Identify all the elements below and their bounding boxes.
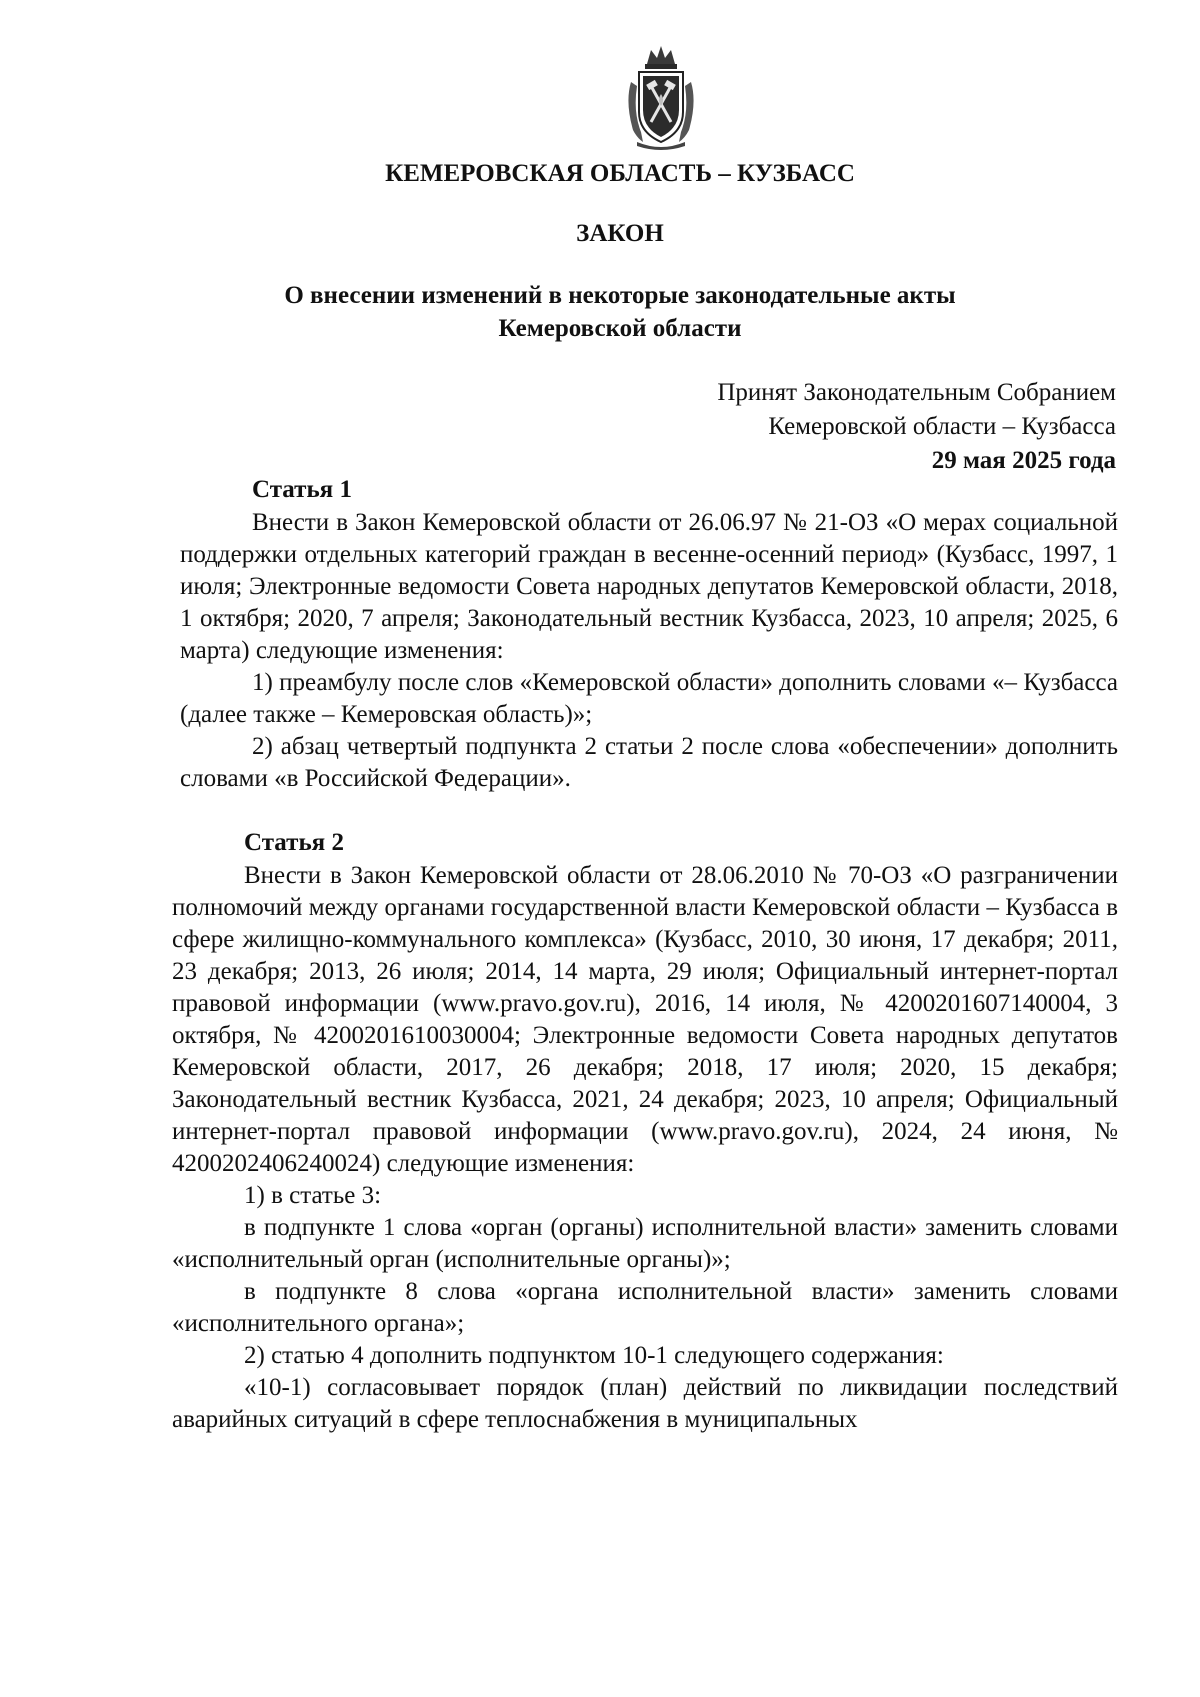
adoption-line-1: Принят Законодательным Собранием [717,379,1116,406]
document-type: ЗАКОН [576,220,664,247]
article-2-item: «10-1) согласовывает порядок (план) действий по ликвидации последствий аварийных ситуаций в сфере теплоснабжения в муниципальных [172,1374,1118,1433]
adoption-block [516,376,1116,478]
adoption-line-2: Кемеровской области – Кузбасса [768,413,1116,440]
article-1-intro: Внести в Закон Кемеровской области от 26.06.97 № 21-ОЗ «О мерах социальной поддержки отдельных категорий граждан в весенне-осенний период» (Кузбасс, 1997, 1 июля; Электронные ведомости Совета народных депутатов Кемеровской области, 2018, 1 октября; 2020, 7 апреля; Законодательный вестник Кузбасса, 2023, 10 апреля; 2025, 6 марта) следующие изменения: [180,509,1118,664]
article-1-heading: Статья 1 [252,476,352,503]
article-2-item: 2) статью 4 дополнить подпунктом 10-1 следующего содержания: [244,1342,944,1369]
document-title-line-2: Кемеровской области [498,315,742,342]
kuzbass-coat-of-arms-icon [621,42,701,152]
article-1 [180,473,1118,795]
article-2-heading: Статья 2 [244,829,344,856]
article-2 [172,826,1118,1436]
article-1-item: 2) абзац четвертый подпункта 2 статьи 2 после слова «обеспечении» дополнить словами «в Российской Федерации». [180,733,1118,792]
adoption-date: 29 мая 2025 года [931,447,1116,474]
document-title [180,279,1060,345]
article-2-item: в подпункте 1 слова «орган (органы) исполнительной власти» заменить словами «исполнительный орган (исполнительные органы)»; [172,1214,1118,1273]
article-2-item: 1) в статье 3: [244,1182,382,1209]
document-title-line-1: О внесении изменений в некоторые законодательные акты [284,282,956,309]
article-1-item: 1) преамбулу после слов «Кемеровской области» дополнить словами «– Кузбасса (далее также – Кемеровская область)»; [180,669,1118,728]
article-2-intro: Внести в Закон Кемеровской области от 28.06.2010 № 70-ОЗ «О разграничении полномочий между органами государственной власти Кемеровской области – Кузбасса в сфере жилищно-коммунального комплекса» (Кузбасс, 2010, 30 июня, 17 декабря; 2011, 23 декабря; 2013, 26 июля; 2014, 14 марта, 29 июля; Официальный интернет-портал правовой информации (www.pravo.gov.ru), 2016, 14 июля, № 4200201607140004, 3 октября, № 4200201610030004; Электронные ведомости Совета народных депутатов Кемеровской области, 2017, 26 декабря; 2018, 17 июля; 2020, 15 декабря; Законодательный вестник Кузбасса, 2021, 24 декабря; 2023, 10 апреля; Официальный интернет-портал правовой информации (www.pravo.gov.ru), 2024, 24 июня, № 4200202406240024) следующие изменения: [172,862,1118,1177]
article-2-item: в подпункте 8 слова «органа исполнительной власти» заменить словами «исполнительного органа»; [172,1278,1118,1337]
region-title: КЕМЕРОВСКАЯ ОБЛАСТЬ – КУЗБАСС [385,160,855,187]
